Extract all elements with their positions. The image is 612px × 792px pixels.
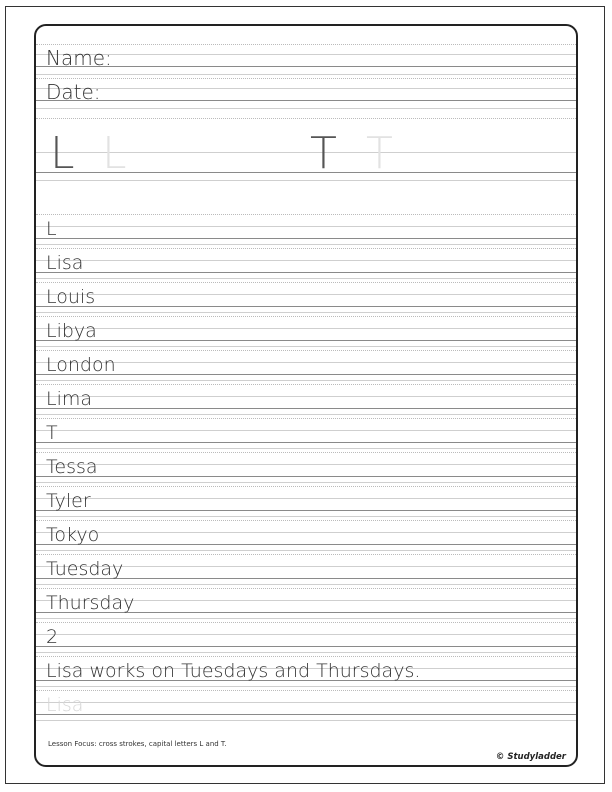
practice-text: Tuesday <box>46 558 124 580</box>
practice-text: Tokyo <box>46 524 100 546</box>
practice-text: Lima <box>46 388 93 410</box>
worksheet <box>34 24 578 767</box>
brand-logo: © Studyladder <box>495 752 566 762</box>
trace-text: Lisa <box>46 694 84 716</box>
practice-text: Tyler <box>46 490 91 512</box>
trace-letter-t: T <box>366 128 393 179</box>
date-label: Date: <box>46 80 101 104</box>
practice-text: Tessa <box>46 456 98 478</box>
practice-text: 2 <box>46 626 59 648</box>
practice-text: Louis <box>46 286 96 308</box>
practice-text: London <box>46 354 116 376</box>
model-letter-t: T <box>310 128 337 179</box>
practice-text: Libya <box>46 320 97 342</box>
name-label: Name: <box>46 46 112 70</box>
practice-text: Thursday <box>46 592 135 614</box>
practice-text: L <box>46 218 57 240</box>
lesson-focus-note: Lesson Focus: cross strokes, capital letters L and T. <box>48 740 227 748</box>
practice-text: Lisa works on Tuesdays and Thursdays. <box>46 660 421 682</box>
trace-letter-l: L <box>102 128 127 179</box>
practice-text: Lisa <box>46 252 84 274</box>
practice-text: T <box>46 422 58 444</box>
model-letter-l: L <box>50 128 75 179</box>
